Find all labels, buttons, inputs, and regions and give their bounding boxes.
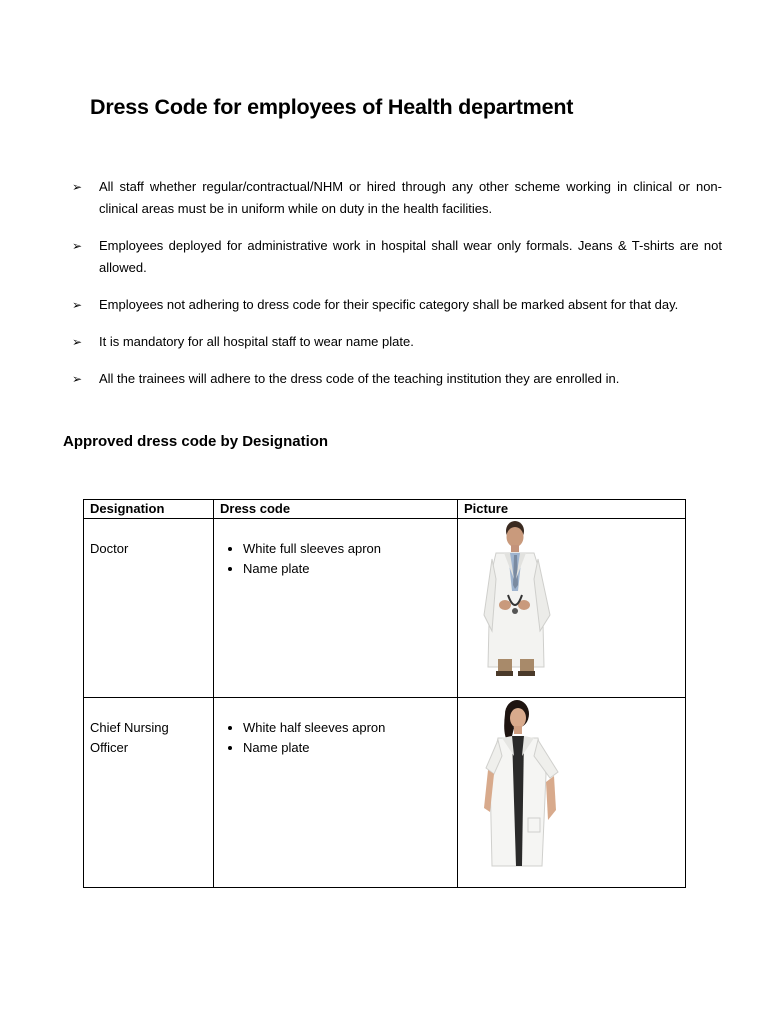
policy-bullet (72, 176, 722, 220)
dress-code-list (220, 539, 451, 579)
dress-code-table (83, 499, 686, 888)
dress-code-item: • White half sleeves apron (243, 718, 451, 738)
arrow-bullet-icon: ➢ (72, 298, 83, 312)
arrow-bullet-icon: ➢ (72, 372, 83, 386)
policy-bullet (72, 235, 722, 279)
designation-text: Doctor (90, 541, 129, 556)
column-header-designation: Designation (84, 500, 214, 519)
doctor-in-white-coat-picture (458, 519, 685, 677)
picture-cell (458, 698, 686, 888)
table-row (84, 519, 686, 698)
dress-code-cell (214, 519, 458, 698)
policy-bullet (72, 294, 722, 316)
column-header-picture: Picture (458, 500, 686, 519)
column-header-dress-code: Dress code (214, 500, 458, 519)
page-title: Dress Code for employees of Health department (90, 95, 574, 119)
designation-text: Chief Nursing Officer (90, 720, 169, 755)
dress-code-item: • Name plate (243, 738, 451, 758)
policy-bullet-text: All the trainees will adhere to the dress code of the teaching institution they are enrolled in. (99, 371, 620, 386)
designation-cell (84, 698, 214, 888)
policy-bullet-text: Employees not adhering to dress code for their specific category shall be marked absent for that day. (99, 297, 679, 312)
policy-bullet (72, 368, 722, 390)
policy-bullet-text: It is mandatory for all hospital staff to wear name plate. (99, 334, 414, 349)
section-subheading: Approved dress code by Designation (63, 433, 329, 450)
policy-bullet-text: All staff whether regular/contractual/NHM or hired through any other scheme working in clinical or non-clinical areas must be in uniform while on duty in the health facilities. (99, 179, 722, 216)
dress-code-list (220, 718, 451, 758)
arrow-bullet-icon: ➢ (72, 335, 83, 349)
table-row (84, 698, 686, 888)
designation-cell (84, 519, 214, 698)
table-header-row (84, 500, 686, 519)
dress-code-cell (214, 698, 458, 888)
nurse-in-white-coat-picture (458, 698, 685, 867)
arrow-bullet-icon: ➢ (72, 180, 83, 194)
picture-cell (458, 519, 686, 698)
arrow-bullet-icon: ➢ (72, 239, 83, 253)
dress-code-item: • White full sleeves apron (243, 539, 451, 559)
policy-bullet-text: Employees deployed for administrative work in hospital shall wear only formals. Jeans & T-shirts are not allowed. (99, 238, 722, 275)
policy-bullet (72, 331, 722, 353)
dress-code-item: • Name plate (243, 559, 451, 579)
policy-bullet-list (72, 176, 722, 405)
